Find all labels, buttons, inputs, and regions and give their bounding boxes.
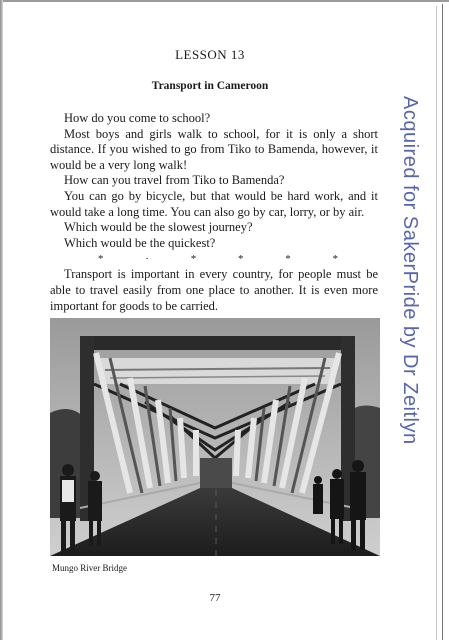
- paragraph: How do you come to school?: [64, 111, 211, 125]
- watermark: Acquired for SakerPride by Dr Zeitlyn: [399, 96, 421, 445]
- section-separator: [50, 251, 378, 267]
- separator-mark: *: [98, 253, 104, 266]
- page-number: 77: [209, 592, 221, 604]
- bridge-illustration: [50, 318, 380, 556]
- paragraph: How can you travel from Tiko to Bamenda?: [64, 173, 285, 188]
- lesson-body: [50, 111, 378, 314]
- separator-mark: *: [237, 253, 244, 266]
- page-right-edge-shadow: [436, 6, 437, 640]
- paragraph: Which would be the slowest journey?: [64, 220, 253, 235]
- separator-mark: ·: [145, 253, 149, 266]
- paragraph: Transport is important in every country, for people must be able to travel easily from one place to another. It is even more important for goods to be carried.: [50, 267, 378, 313]
- paragraph: Which would be the quickest?: [64, 235, 216, 250]
- separator-mark: *: [190, 253, 197, 266]
- page-right-edge: [442, 4, 443, 640]
- page-top-edge: [0, 0, 449, 2]
- separator-mark: *: [332, 253, 338, 266]
- page-left-edge: [0, 0, 3, 640]
- figure-caption: Mungo River Bridge: [52, 563, 127, 573]
- paragraph: You can go by bicycle, but that would be hard work, and it would take a long time. You can also go by car, lorry, or by air.: [50, 188, 378, 219]
- separator-mark: *: [285, 253, 291, 266]
- bridge-photo: [50, 318, 380, 556]
- paragraph: Most boys and girls walk to school, for it is only a short distance. If you wished to go from Tiko to Bamenda, however, it would be a very long walk!: [50, 126, 378, 172]
- lesson-heading: LESSON 13: [175, 47, 245, 62]
- lesson-title: Transport in Cameroon: [151, 80, 269, 92]
